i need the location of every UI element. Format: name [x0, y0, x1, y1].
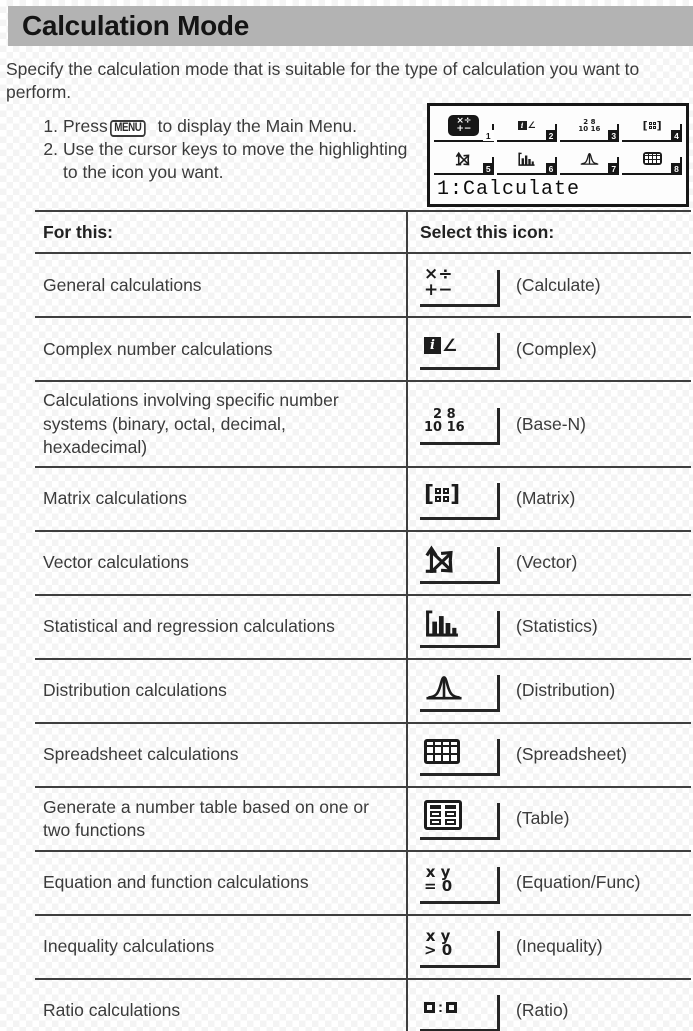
menu-icon-cell-4	[622, 111, 682, 142]
step-text	[63, 115, 413, 138]
complex-icon: i ∠	[518, 121, 536, 131]
step-text: Use the cursor keys to move the highlighting to the icon you want.	[63, 138, 408, 182]
vector-icon	[424, 544, 458, 574]
statistics-icon	[517, 152, 536, 166]
row-description: Statistical and regression calculations	[35, 596, 408, 658]
row-description: Matrix calculations	[35, 468, 408, 530]
matrix-icon: [ ]	[424, 482, 461, 508]
menu-key: MENU	[110, 120, 146, 137]
row-icon-cell	[408, 532, 691, 594]
table-header-row	[35, 212, 691, 254]
table-row	[35, 596, 691, 660]
icon-number-badge: 8	[671, 163, 682, 174]
menu-icon-cell-7	[560, 144, 620, 175]
row-description: Generate a number table based on one or two functions	[35, 788, 408, 850]
step-number: 1.	[43, 116, 58, 137]
icon-frame	[420, 542, 500, 584]
row-description: Complex number calculations	[35, 318, 408, 380]
row-description: General calculations	[35, 254, 408, 316]
menu-icon-cell-2	[497, 111, 557, 142]
icon-label: (Table)	[516, 808, 570, 829]
icon-label: (Ratio)	[516, 1000, 569, 1021]
intro-text: Specify the calculation mode that is suitable for the type of calculation you want to perform.	[6, 59, 640, 103]
row-description: Ratio calculations	[35, 980, 408, 1031]
icon-label: (Statistics)	[516, 616, 598, 637]
column-header-for-this: For this:	[35, 212, 408, 252]
icon-frame	[420, 990, 500, 1031]
table-row	[35, 980, 691, 1031]
row-description: Inequality calculations	[35, 916, 408, 978]
menu-icon-cell-1	[434, 111, 494, 142]
icon-label: (Vector)	[516, 552, 578, 573]
column-header-select-icon: Select this icon:	[420, 221, 555, 242]
icon-number-badge: 3	[608, 130, 619, 141]
icon-label: (Equation/Func)	[516, 872, 641, 893]
icon-number-badge: 7	[608, 163, 619, 174]
table-row	[35, 916, 691, 980]
icon-label: (Complex)	[516, 338, 597, 359]
row-description: Equation and function calculations	[35, 852, 408, 914]
vector-icon	[455, 151, 472, 166]
row-icon-cell	[408, 724, 691, 786]
icon-frame	[420, 798, 500, 840]
table-row	[35, 318, 691, 382]
row-description: Vector calculations	[35, 532, 408, 594]
table-row	[35, 788, 691, 852]
menu-icon-cell-5	[434, 144, 494, 175]
row-icon-cell	[408, 382, 691, 465]
calculator-screen	[427, 103, 689, 207]
icon-label: (Spreadsheet)	[516, 744, 627, 765]
row-icon-cell	[408, 660, 691, 722]
icon-frame	[420, 670, 500, 712]
step-text-post: to display the Main Menu.	[157, 116, 358, 137]
icon-label: (Base-N)	[516, 413, 587, 434]
icon-frame	[420, 606, 500, 648]
complex-icon: i ∠	[424, 336, 457, 356]
row-icon-cell	[408, 980, 691, 1031]
icon-label: (Matrix)	[516, 488, 576, 509]
row-icon-cell	[408, 468, 691, 530]
menu-icon-cell-3	[560, 111, 620, 142]
icon-label: (Inequality)	[516, 936, 603, 957]
icon-frame	[420, 328, 500, 370]
row-icon-cell	[408, 788, 691, 850]
table-icon	[424, 800, 462, 830]
base-n-icon: 2 8 10 16	[424, 406, 465, 435]
table-row	[35, 852, 691, 916]
matrix-icon: [ ]	[642, 119, 662, 132]
table-row	[35, 382, 691, 467]
table-row	[35, 660, 691, 724]
spreadsheet-icon	[643, 152, 662, 166]
distribution-icon	[579, 152, 600, 165]
distribution-icon	[424, 674, 464, 700]
step-number: 2.	[43, 138, 58, 159]
row-icon-cell	[408, 916, 691, 978]
icon-frame	[420, 926, 500, 968]
icon-label: (Calculate)	[516, 274, 601, 295]
icon-number-badge: 2	[546, 130, 557, 141]
icon-label: (Distribution)	[516, 680, 616, 701]
icon-number-badge: 5	[483, 163, 494, 174]
step-item-1	[36, 115, 413, 138]
menu-icon-cell-8	[622, 144, 682, 175]
table-row	[35, 724, 691, 788]
calculate-icon: ×÷ +−	[424, 263, 453, 300]
row-icon-cell	[408, 318, 691, 380]
row-description: Distribution calculations	[35, 660, 408, 722]
menu-icon-row-2	[434, 144, 682, 175]
table-row	[35, 532, 691, 596]
icon-number-badge: 1	[483, 130, 494, 141]
calculate-icon: ×÷ +−	[456, 115, 472, 134]
step-item-2	[36, 138, 413, 184]
row-description: Spreadsheet calculations	[35, 724, 408, 786]
page-title: Calculation Mode	[22, 10, 249, 41]
mode-table	[35, 210, 691, 1031]
section-title-bar	[8, 6, 693, 46]
icon-frame	[420, 403, 500, 445]
icon-frame	[420, 264, 500, 307]
icon-frame	[420, 478, 500, 520]
menu-icon-row-1	[434, 111, 682, 142]
icon-number-badge: 6	[546, 163, 557, 174]
icon-frame	[420, 862, 500, 904]
base-n-icon: 2 8 10 16	[578, 117, 601, 133]
statistics-icon	[424, 609, 460, 637]
inequality-icon: x y > 0	[424, 926, 453, 960]
row-icon-cell	[408, 254, 691, 316]
steps-list	[36, 115, 413, 183]
row-description: Calculations involving specific number systems (binary, octal, decimal, hexadecimal)	[35, 382, 408, 465]
row-icon-cell	[408, 852, 691, 914]
step-text-pre: Press	[63, 116, 108, 137]
menu-icon-cell-6	[497, 144, 557, 175]
row-icon-cell	[408, 596, 691, 658]
equation-icon: x y = 0	[424, 862, 453, 896]
ratio-icon: :	[424, 1000, 457, 1015]
spreadsheet-icon	[424, 739, 460, 764]
status-line: 1:Calculate	[437, 178, 581, 201]
table-row	[35, 468, 691, 532]
icon-number-badge: 4	[671, 130, 682, 141]
icon-frame	[420, 734, 500, 776]
table-row	[35, 254, 691, 318]
